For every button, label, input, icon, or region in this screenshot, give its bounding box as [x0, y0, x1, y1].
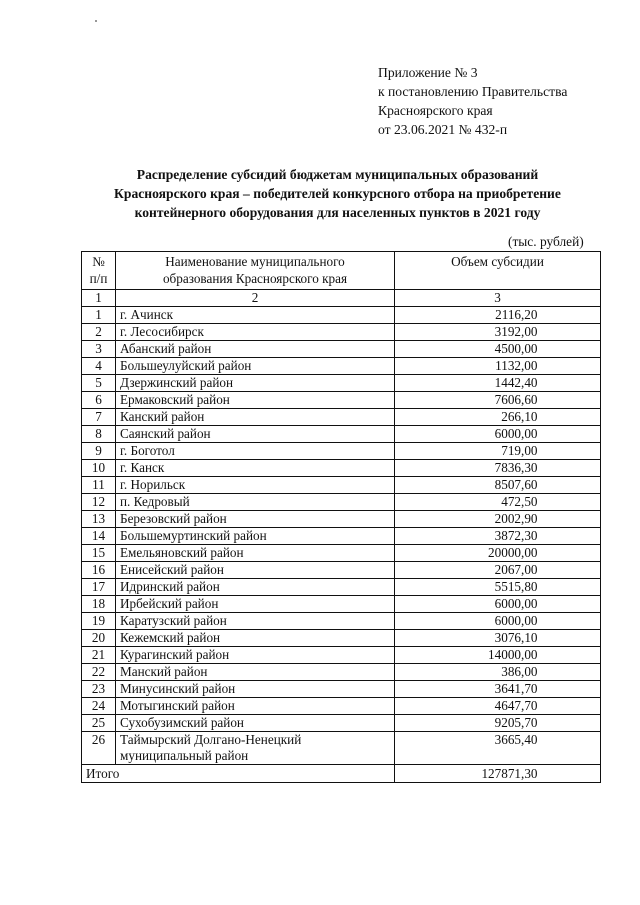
row-number: 17 [82, 579, 116, 596]
municipality-name: п. Кедровый [116, 494, 395, 511]
table-row [82, 460, 601, 477]
table-row [82, 392, 601, 409]
table-row [82, 698, 601, 715]
table-row [82, 324, 601, 341]
table-row [82, 545, 601, 562]
total-label: Итого [82, 765, 395, 783]
title-line: контейнерного оборудования для населенных пунктов в 2021 году [134, 205, 541, 220]
municipality-name: Ермаковский район [116, 392, 395, 409]
column-number: 1 [82, 290, 116, 307]
row-number: 25 [82, 715, 116, 732]
header-number-line: № [92, 254, 105, 269]
municipality-name: Емельяновский район [116, 545, 395, 562]
subsidy-amount: 3665,40 [494, 732, 538, 747]
subsidy-amount-cell [395, 579, 601, 596]
subsidy-amount: 14000,00 [488, 647, 538, 662]
municipality-name-line: муниципальный район [120, 748, 249, 763]
subsidy-amount-cell [395, 647, 601, 664]
subsidy-amount-cell [395, 392, 601, 409]
subsidy-amount-cell [395, 443, 601, 460]
subsidy-amount: 6000,00 [494, 596, 538, 611]
row-number: 15 [82, 545, 116, 562]
table-row [82, 494, 601, 511]
subsidy-table [81, 251, 601, 783]
municipality-name: г. Боготол [116, 443, 395, 460]
subsidy-amount: 3192,00 [494, 324, 538, 339]
municipality-name: Идринский район [116, 579, 395, 596]
total-amount-cell [395, 765, 601, 783]
municipality-name-line: Таймырский Долгано-Ненецкий [120, 732, 302, 747]
row-number: 9 [82, 443, 116, 460]
subsidy-amount-cell [395, 409, 601, 426]
subsidy-amount: 1132,00 [495, 358, 538, 373]
table-row [82, 443, 601, 460]
total-row [82, 765, 601, 783]
subsidy-amount: 1442,40 [494, 375, 538, 390]
row-number: 12 [82, 494, 116, 511]
table-row [82, 528, 601, 545]
header-name-line: Наименование муниципального [165, 254, 345, 269]
subsidy-amount: 6000,00 [494, 613, 538, 628]
row-number: 23 [82, 681, 116, 698]
subsidy-amount-cell [395, 375, 601, 392]
municipality-name [116, 732, 395, 765]
subsidy-amount: 6000,00 [494, 426, 538, 441]
subsidy-amount: 8507,60 [494, 477, 538, 492]
municipality-name: Курагинский район [116, 647, 395, 664]
subsidy-amount-cell [395, 341, 601, 358]
row-number: 14 [82, 528, 116, 545]
header-number-line: п/п [89, 271, 108, 286]
row-number: 4 [82, 358, 116, 375]
subsidy-amount: 20000,00 [488, 545, 538, 560]
table-row [82, 307, 601, 324]
table-row [82, 477, 601, 494]
row-number: 26 [82, 732, 116, 765]
subsidy-amount-cell [395, 681, 601, 698]
municipality-name: Большеулуйский район [116, 358, 395, 375]
row-number: 3 [82, 341, 116, 358]
subsidy-amount-cell [395, 596, 601, 613]
municipality-name: г. Канск [116, 460, 395, 477]
column-numbers-row [82, 290, 601, 307]
subsidy-amount-cell [395, 732, 601, 765]
row-number: 22 [82, 664, 116, 681]
row-number: 10 [82, 460, 116, 477]
appendix-line: от 23.06.2021 № 432-п [378, 122, 508, 137]
subsidy-amount: 3076,10 [494, 630, 538, 645]
subsidy-amount-cell [395, 460, 601, 477]
subsidy-amount-cell [395, 545, 601, 562]
municipality-name: Дзержинский район [116, 375, 395, 392]
subsidy-amount: 472,50 [501, 494, 538, 509]
row-number: 1 [82, 307, 116, 324]
subsidy-amount-cell [395, 426, 601, 443]
table-row [82, 647, 601, 664]
appendix-line: Красноярского края [378, 103, 493, 118]
header-number [82, 252, 116, 290]
municipality-name: Сухобузимский район [116, 715, 395, 732]
subsidy-amount: 2002,90 [494, 511, 538, 526]
subsidy-amount: 9205,70 [494, 715, 538, 730]
header-name [116, 252, 395, 290]
row-number: 11 [82, 477, 116, 494]
subsidy-amount: 7606,60 [494, 392, 538, 407]
table-row [82, 664, 601, 681]
row-number: 6 [82, 392, 116, 409]
appendix-line: Приложение № 3 [378, 65, 478, 80]
subsidy-amount: 719,00 [501, 443, 538, 458]
subsidy-amount-cell [395, 630, 601, 647]
municipality-name: Абанский район [116, 341, 395, 358]
table-row [82, 613, 601, 630]
subsidy-amount-cell [395, 358, 601, 375]
row-number: 5 [82, 375, 116, 392]
municipality-name: Большемуртинский район [116, 528, 395, 545]
municipality-name: Манский район [116, 664, 395, 681]
municipality-name: Каратузский район [116, 613, 395, 630]
subsidy-amount-cell [395, 511, 601, 528]
header-name-line: образования Красноярского края [162, 271, 348, 286]
subsidy-amount-cell [395, 324, 601, 341]
subsidy-amount: 4647,70 [494, 698, 538, 713]
document-title [60, 165, 615, 222]
row-number: 19 [82, 613, 116, 630]
subsidy-amount-cell [395, 715, 601, 732]
subsidy-amount-cell [395, 562, 601, 579]
title-line: Красноярского края – победителей конкурсного отбора на приобретение [114, 186, 561, 201]
subsidy-amount: 266,10 [501, 409, 538, 424]
subsidy-amount-cell [395, 477, 601, 494]
title-line: Распределение субсидий бюджетам муниципальных образований [136, 167, 539, 182]
subsidy-amount: 386,00 [501, 664, 538, 679]
municipality-name: г. Ачинск [116, 307, 395, 324]
row-number: 8 [82, 426, 116, 443]
column-number: 2 [116, 290, 395, 307]
row-number: 20 [82, 630, 116, 647]
table-row [82, 511, 601, 528]
municipality-name: Енисейский район [116, 562, 395, 579]
table-row [82, 375, 601, 392]
subsidy-amount-cell [395, 613, 601, 630]
table-row [82, 681, 601, 698]
subsidy-amount-cell [395, 494, 601, 511]
subsidy-amount: 2116,20 [495, 307, 538, 322]
table-row [82, 426, 601, 443]
municipality-name: Саянский район [116, 426, 395, 443]
subsidy-amount-cell [395, 664, 601, 681]
table-row [82, 409, 601, 426]
column-number: 3 [395, 290, 601, 307]
subsidy-amount: 5515,80 [494, 579, 538, 594]
scan-speck [95, 20, 97, 22]
subsidy-amount: 7836,30 [494, 460, 538, 475]
table-row [82, 596, 601, 613]
table-row [82, 715, 601, 732]
municipality-name: Мотыгинский район [116, 698, 395, 715]
table-row [82, 358, 601, 375]
subsidy-amount: 3872,30 [494, 528, 538, 543]
municipality-name: г. Лесосибирск [116, 324, 395, 341]
table-row [82, 579, 601, 596]
subsidy-amount-cell [395, 698, 601, 715]
row-number: 24 [82, 698, 116, 715]
appendix-line: к постановлению Правительства [378, 84, 568, 99]
row-number: 2 [82, 324, 116, 341]
header-amount: Объем субсидии [395, 252, 601, 290]
subsidy-amount: 3641,70 [494, 681, 538, 696]
municipality-name: Канский район [116, 409, 395, 426]
municipality-name: Минусинский район [116, 681, 395, 698]
municipality-name: г. Норильск [116, 477, 395, 494]
municipality-name: Ирбейский район [116, 596, 395, 613]
table-row [82, 630, 601, 647]
table-row [82, 732, 601, 765]
subsidy-amount: 4500,00 [494, 341, 538, 356]
subsidy-amount-cell [395, 307, 601, 324]
units-label: (тыс. рублей) [508, 234, 584, 249]
table-row [82, 341, 601, 358]
row-number: 21 [82, 647, 116, 664]
row-number: 18 [82, 596, 116, 613]
row-number: 7 [82, 409, 116, 426]
subsidy-amount-cell [395, 528, 601, 545]
row-number: 16 [82, 562, 116, 579]
appendix-block [378, 63, 567, 139]
table-row [82, 562, 601, 579]
municipality-name: Березовский район [116, 511, 395, 528]
municipality-name: Кежемский район [116, 630, 395, 647]
row-number: 13 [82, 511, 116, 528]
total-amount: 127871,30 [481, 766, 538, 781]
table-header-row [82, 252, 601, 290]
subsidy-amount: 2067,00 [494, 562, 538, 577]
